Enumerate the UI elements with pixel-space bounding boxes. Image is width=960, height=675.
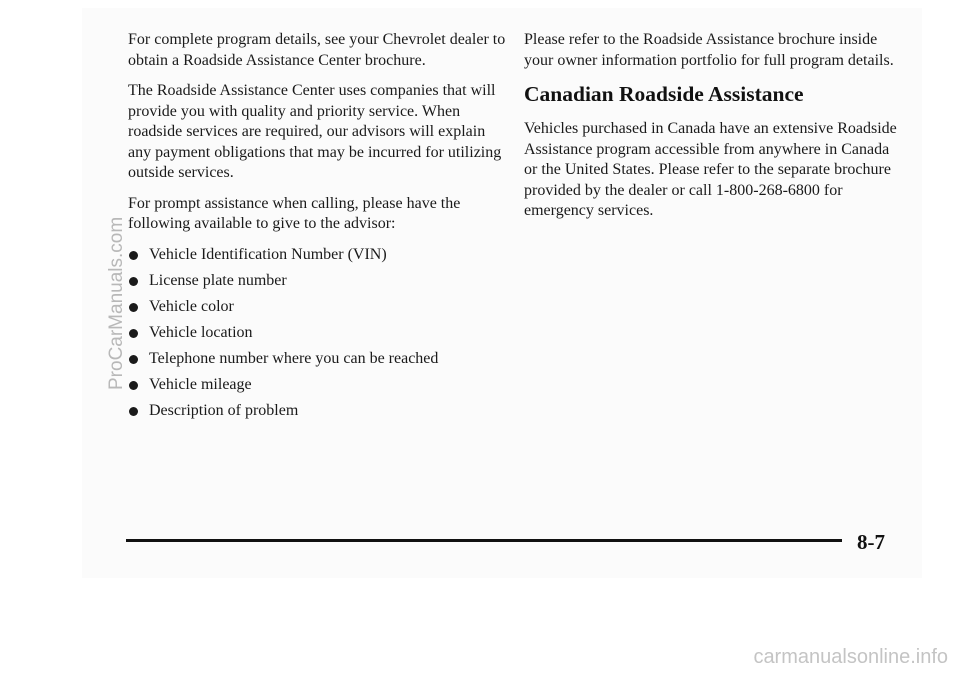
list-item-text: Vehicle mileage <box>149 375 252 393</box>
bullet-icon <box>129 251 138 260</box>
bullet-icon <box>129 329 138 338</box>
list-item-text: Description of problem <box>149 401 299 419</box>
left-column <box>128 30 508 427</box>
paragraph-program-details: For complete program details, see your Chevrolet dealer to obtain a Roadside Assistance Center brochure. <box>128 31 506 69</box>
paragraph-service-info: The Roadside Assistance Center uses companies that will provide you with quality and priority service. When roadside services are required, our advisors will explain any payment obligations that may be incurred for utilizing outside services. <box>128 82 502 181</box>
list-item <box>128 349 508 375</box>
bullet-icon <box>129 381 138 390</box>
list-item-text: License plate number <box>149 271 287 289</box>
section-heading: Canadian Roadside Assistance <box>524 82 804 106</box>
bottom-watermark: carmanualsonline.info <box>753 646 948 668</box>
advisor-info-list <box>128 245 508 427</box>
footer-divider <box>126 539 842 542</box>
bullet-icon <box>129 355 138 364</box>
list-item <box>128 245 508 271</box>
list-item <box>128 401 508 427</box>
list-item-text: Vehicle Identification Number (VIN) <box>149 245 387 263</box>
list-item <box>128 271 508 297</box>
paragraph-brochure-reference: Please refer to the Roadside Assistance brochure inside your owner information portfolio for full program details. <box>524 31 894 69</box>
list-item <box>128 375 508 401</box>
list-item-text: Vehicle location <box>149 323 253 341</box>
list-item-text: Telephone number where you can be reached <box>149 349 439 367</box>
paragraph-canadian-assistance: Vehicles purchased in Canada have an extensive Roadside Assistance program accessible from anywhere in Canada or the United States. Please refer to the separate brochure provided by the dealer or call 1-800-268-6800 for emergency services. <box>524 120 897 219</box>
list-item <box>128 323 508 349</box>
manual-page <box>82 8 922 578</box>
paragraph-prompt-assistance: For prompt assistance when calling, please have the following available to give to the advisor: <box>128 194 461 232</box>
bullet-icon <box>129 277 138 286</box>
right-column <box>524 30 904 232</box>
list-item-text: Vehicle color <box>149 297 234 315</box>
bullet-icon <box>129 303 138 312</box>
list-item <box>128 297 508 323</box>
side-watermark: ProCarManuals.com <box>106 216 127 390</box>
page-number: 8-7 <box>857 530 885 554</box>
bullet-icon <box>129 407 138 416</box>
